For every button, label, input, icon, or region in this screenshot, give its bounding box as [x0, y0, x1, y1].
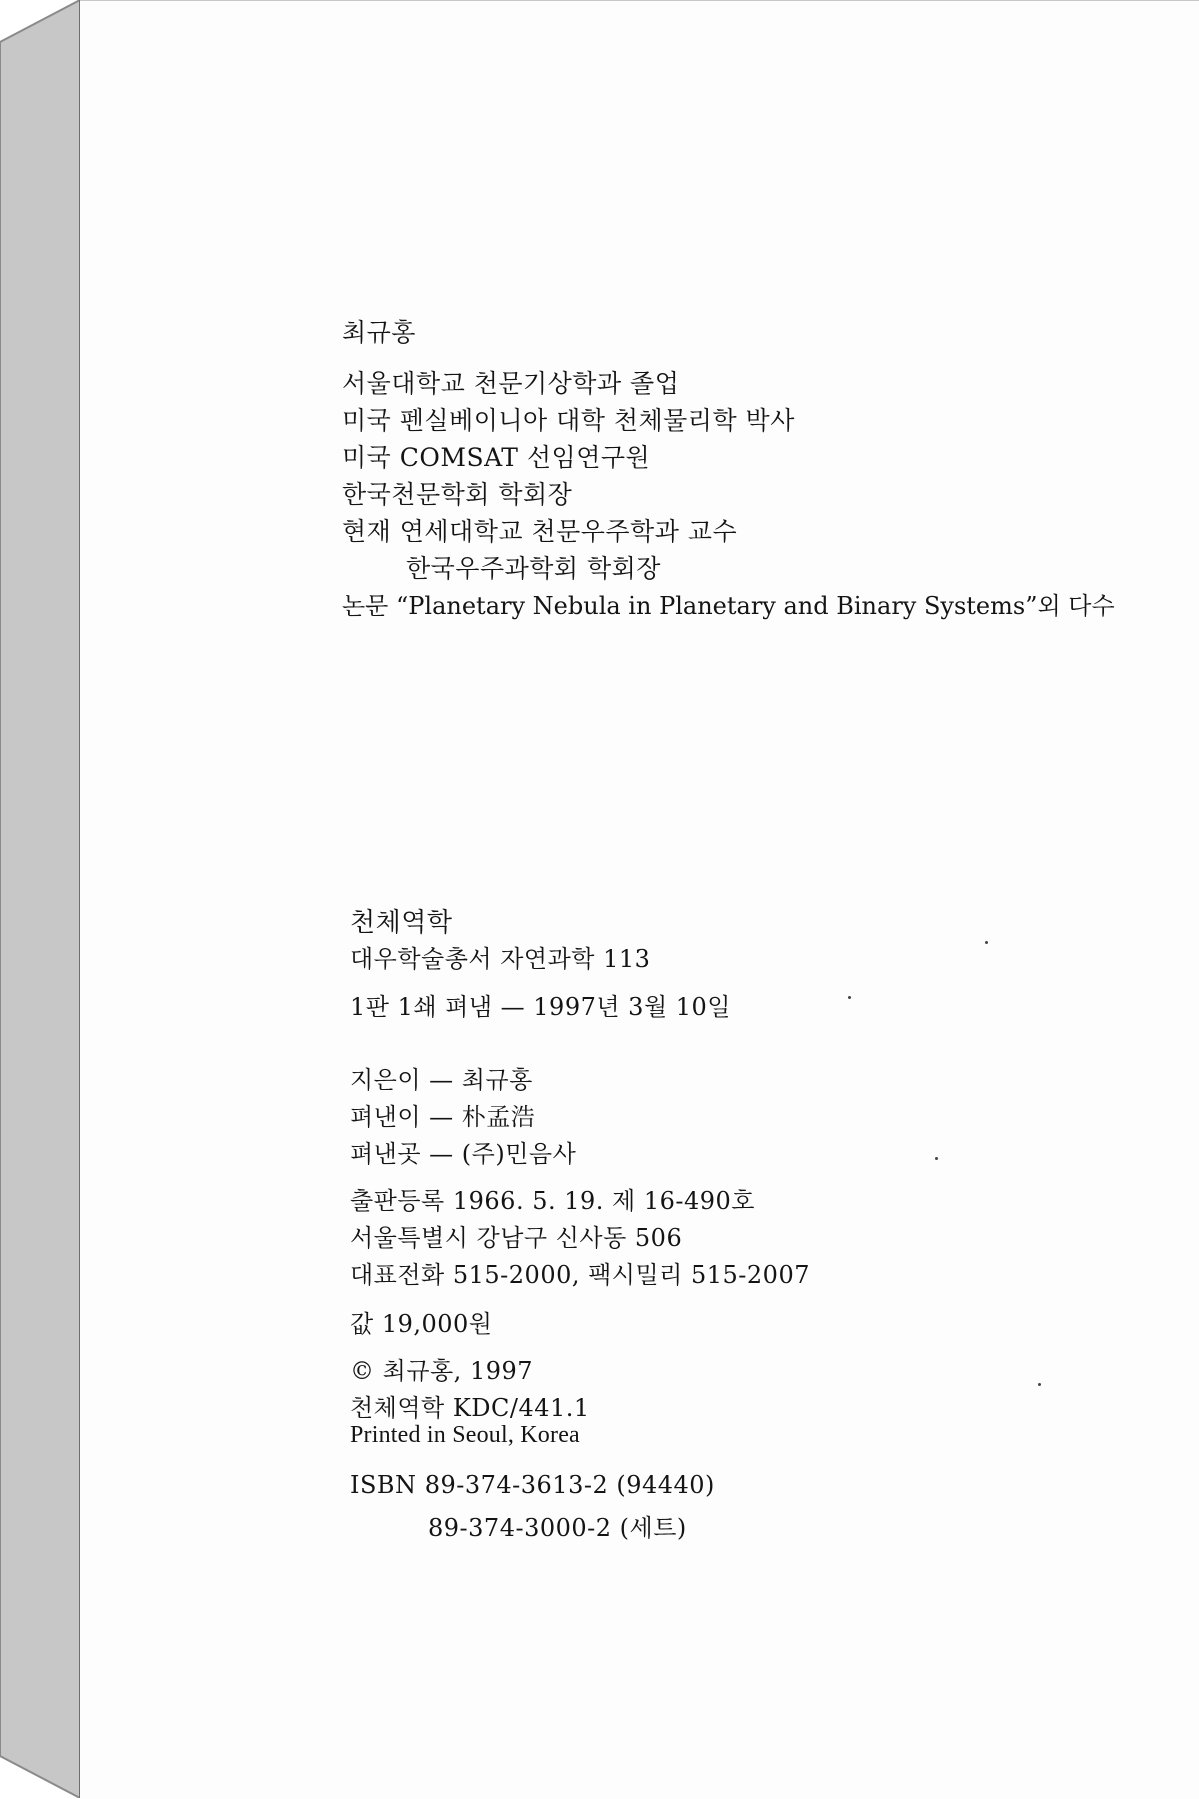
- price-line: 값 19,000원: [350, 1310, 493, 1338]
- paper-speck: [848, 996, 851, 999]
- author-name: 최규홍: [342, 318, 416, 347]
- bio-line: 서울대학교 천문기상학과 졸업: [342, 369, 680, 398]
- classification-line: 천체역학 KDC/441.1: [350, 1394, 590, 1422]
- copyright-page: [80, 0, 1199, 1799]
- printed-line: Printed in Seoul, Korea: [350, 1422, 580, 1448]
- paper-speck: [1038, 1383, 1041, 1386]
- book-title: 천체역학: [350, 908, 453, 938]
- bio-line: 미국 COMSAT 선임연구원: [342, 443, 651, 472]
- bio-line: 한국우주과학회 학회장: [406, 554, 661, 583]
- bio-publication-line: 논문 “Planetary Nebula in Planetary and Binary Systems”외 다수: [342, 592, 1115, 620]
- isbn-set-line: 89-374-3000-2 (세트): [428, 1514, 687, 1542]
- registration-line: 출판등록 1966. 5. 19. 제 16-490호: [350, 1187, 755, 1215]
- publisher: 펴낸곳 — (주)민음사: [350, 1140, 577, 1168]
- bio-line: 현재 연세대학교 천문우주학과 교수: [342, 517, 738, 546]
- paper-speck: [985, 941, 988, 944]
- author-credit: 지은이 — 최규홍: [350, 1066, 533, 1094]
- book-spine: [0, 0, 82, 1798]
- phone-line: 대표전화 515-2000, 팩시밀리 515-2007: [350, 1261, 810, 1289]
- series-line: 대우학술총서 자연과학 113: [350, 945, 651, 973]
- bio-line: 한국천문학회 학회장: [342, 480, 573, 509]
- copyright-line: © 최규홍, 1997: [350, 1357, 534, 1385]
- edition-line: 1판 1쇄 펴냄 — 1997년 3월 10일: [350, 993, 731, 1021]
- isbn-line: ISBN 89-374-3613-2 (94440): [350, 1471, 715, 1499]
- paper-speck: [935, 1157, 938, 1160]
- publisher-person: 펴낸이 — 朴孟浩: [350, 1103, 536, 1131]
- address-line: 서울특별시 강남구 신사동 506: [350, 1224, 683, 1252]
- bio-line: 미국 펜실베이니아 대학 천체물리학 박사: [342, 406, 795, 435]
